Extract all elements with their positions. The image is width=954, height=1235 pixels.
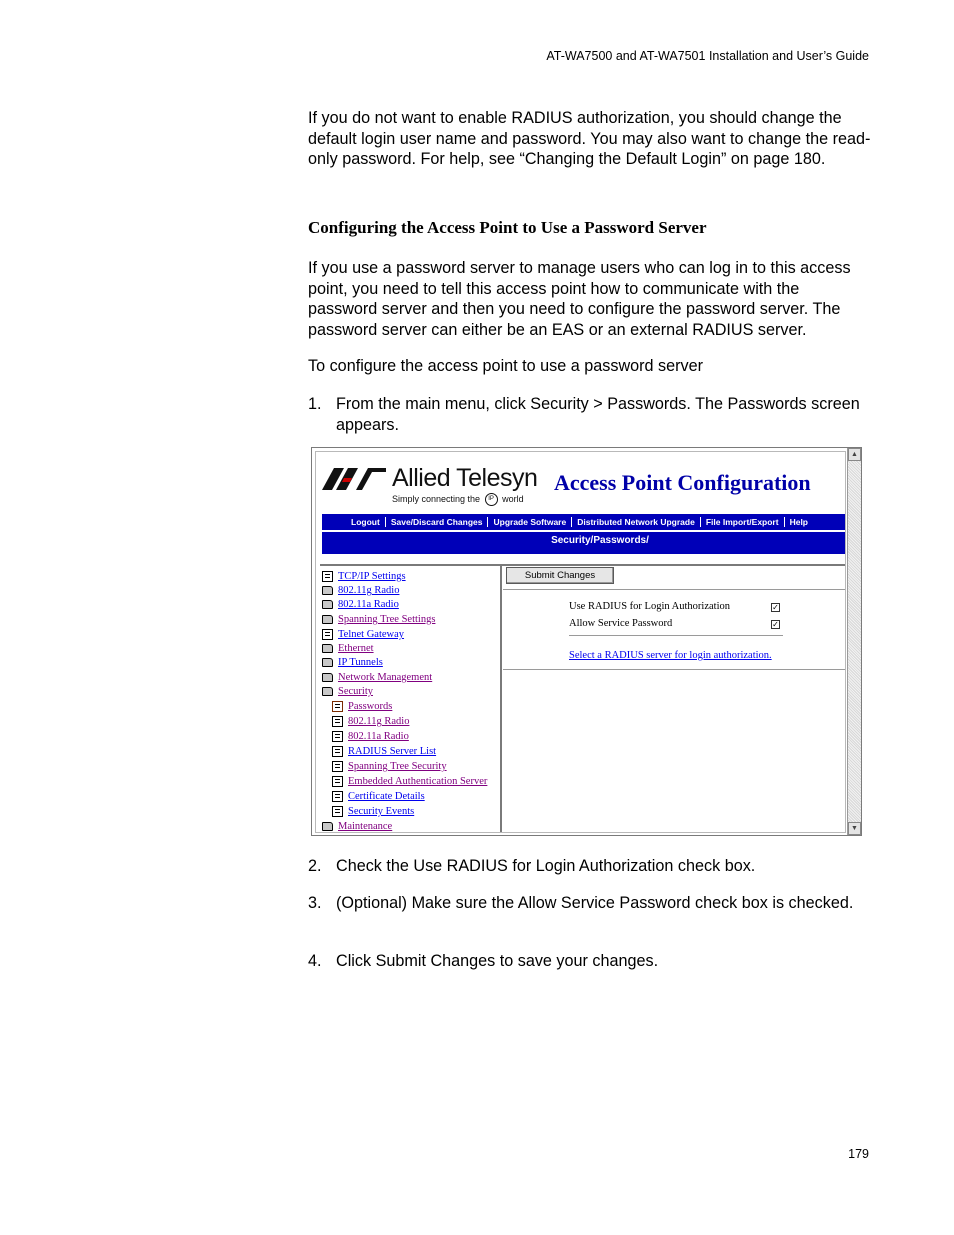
tagline-pre: Simply connecting the	[392, 493, 481, 504]
nav-item-telnet-gateway[interactable]	[322, 629, 404, 640]
nav-label: Spanning Tree Settings	[338, 614, 436, 625]
procedure-intro: To configure the access point to use a password server	[308, 357, 704, 375]
nav-item-security[interactable]	[322, 686, 373, 697]
nav-label: 802.11g Radio	[338, 585, 400, 596]
step-number: 4.	[308, 952, 322, 970]
nav-item-ethernet[interactable]	[322, 643, 374, 654]
ip-icon: IP	[485, 493, 498, 506]
nav-item-tcpip[interactable]	[322, 571, 406, 582]
step-2	[308, 856, 873, 877]
step-number: 2.	[308, 857, 322, 875]
nav-label: Maintenance	[338, 821, 393, 832]
nav-label: Security Events	[348, 806, 415, 817]
nav-item-radius-server-list[interactable]	[332, 746, 436, 757]
step-text: Check the Use RADIUS for Login Authorization check box.	[336, 857, 756, 875]
section-heading: Configuring the Access Point to Use a Password Server	[308, 218, 707, 237]
menu-file-import-export[interactable]: File Import/Export	[701, 517, 785, 527]
menu-distributed-upgrade[interactable]: Distributed Network Upgrade	[572, 517, 701, 527]
document-icon	[332, 731, 343, 742]
page-header: AT-WA7500 and AT-WA7501 Installation and User’s Guide	[546, 49, 869, 63]
nav-tree	[320, 566, 502, 833]
open-folder-icon	[322, 687, 333, 696]
menu-help[interactable]: Help	[789, 517, 808, 527]
nav-label: Certificate Details	[348, 791, 425, 802]
app-title: Access Point Configuration	[554, 470, 811, 495]
step-number: 3.	[308, 894, 322, 912]
options-divider	[569, 635, 783, 636]
menu-upgrade-software[interactable]: Upgrade Software	[488, 517, 572, 527]
nav-item-spanning-tree-security[interactable]	[332, 761, 447, 772]
document-icon	[332, 716, 343, 727]
nav-label: Spanning Tree Security	[348, 761, 447, 772]
passwords-form	[503, 566, 846, 833]
step-text: (Optional) Make sure the Allow Service Password check box is checked.	[336, 894, 854, 912]
allied-telesyn-logo	[322, 464, 544, 506]
nav-label: 802.11a Radio	[348, 731, 409, 742]
nav-label: Telnet Gateway	[338, 629, 405, 640]
nav-label: 802.11g Radio	[348, 716, 410, 727]
nav-label: Passwords	[348, 701, 393, 712]
divider	[503, 669, 846, 670]
document-icon	[332, 761, 343, 772]
nav-label: TCP/IP Settings	[338, 571, 406, 582]
menu-logout[interactable]: Logout	[346, 517, 386, 527]
step-4	[308, 951, 873, 972]
nav-item-embedded-auth-server[interactable]	[332, 776, 487, 787]
step-text: From the main menu, click Security > Passwords. The Passwords screen appears.	[336, 395, 860, 434]
main-menu-bar	[322, 514, 846, 530]
logo-name: Allied Telesyn	[392, 464, 538, 492]
document-icon	[332, 791, 343, 802]
folder-icon	[322, 673, 333, 682]
nav-item-80211a-radio[interactable]	[322, 599, 399, 610]
document-icon	[322, 571, 333, 582]
folder-icon	[322, 658, 333, 667]
nav-item-80211g-radio[interactable]	[322, 585, 399, 596]
nav-label: Security	[338, 686, 373, 697]
nav-label: IP Tunnels	[338, 657, 383, 668]
scroll-up-icon[interactable]: ▲	[848, 448, 861, 461]
folder-icon	[322, 600, 333, 609]
menu-save-discard[interactable]: Save/Discard Changes	[386, 517, 489, 527]
folder-icon	[322, 615, 333, 624]
allow-service-password-checkbox[interactable]: ✓	[772, 620, 779, 629]
use-radius-checkbox[interactable]: ✓	[772, 603, 779, 612]
folder-icon	[322, 822, 333, 831]
nav-item-security-80211a[interactable]	[332, 731, 409, 742]
step-number: 1.	[308, 395, 322, 413]
step-3	[308, 893, 873, 914]
step-text: Click Submit Changes to save your changes.	[336, 952, 659, 970]
document-icon	[332, 746, 343, 757]
nav-item-security-80211g[interactable]	[332, 716, 409, 727]
nav-label: Embedded Authentication Server	[348, 776, 488, 787]
select-radius-server-link[interactable]: Select a RADIUS server for login authorization.	[569, 650, 772, 661]
breadcrumb: Security/Passwords/	[322, 532, 846, 554]
browser-viewport	[315, 451, 846, 833]
nav-item-ip-tunnels[interactable]	[322, 657, 383, 668]
tagline-post: world	[502, 493, 524, 504]
divider	[503, 589, 846, 590]
vertical-scrollbar[interactable]	[847, 448, 861, 835]
folder-icon	[322, 586, 333, 595]
document-icon	[322, 629, 333, 640]
passwords-screen-figure	[311, 447, 862, 836]
nav-label: RADIUS Server List	[348, 746, 437, 757]
use-radius-label: Use RADIUS for Login Authorization	[569, 601, 730, 612]
nav-item-security-events[interactable]	[332, 806, 414, 817]
document-icon	[332, 806, 343, 817]
intro-paragraph: If you do not want to enable RADIUS authorization, you should change the default login user name and password. You may also want to change the read-only password. For help, see “Changing the Default Login” on page 180.	[308, 109, 871, 168]
allow-service-password-label: Allow Service Password	[569, 618, 673, 629]
nav-label: Network Management	[338, 672, 433, 683]
scroll-down-icon[interactable]: ▼	[848, 822, 861, 835]
nav-item-passwords[interactable]	[332, 701, 392, 712]
step-1	[308, 394, 873, 435]
nav-item-maintenance[interactable]	[322, 821, 392, 832]
submit-changes-button[interactable]: Submit Changes	[506, 567, 614, 584]
nav-label: Ethernet	[338, 643, 374, 654]
nav-label: 802.11a Radio	[338, 599, 399, 610]
active-document-icon	[332, 701, 343, 712]
logo-tagline	[392, 493, 524, 506]
nav-item-spanning-tree[interactable]	[322, 614, 435, 625]
body-paragraph: If you use a password server to manage users who can log in to this access point, you need to tell this access point how to communicate with the password server and then you need to configure the password server. The password server can either be an EAS or an external RADIUS server.	[308, 259, 851, 339]
allied-telesyn-mark-icon	[322, 468, 386, 490]
document-icon	[332, 776, 343, 787]
nav-item-certificate-details[interactable]	[332, 791, 425, 802]
nav-item-network-management[interactable]	[322, 672, 432, 683]
folder-icon	[322, 644, 333, 653]
page-number: 179	[848, 1147, 869, 1161]
